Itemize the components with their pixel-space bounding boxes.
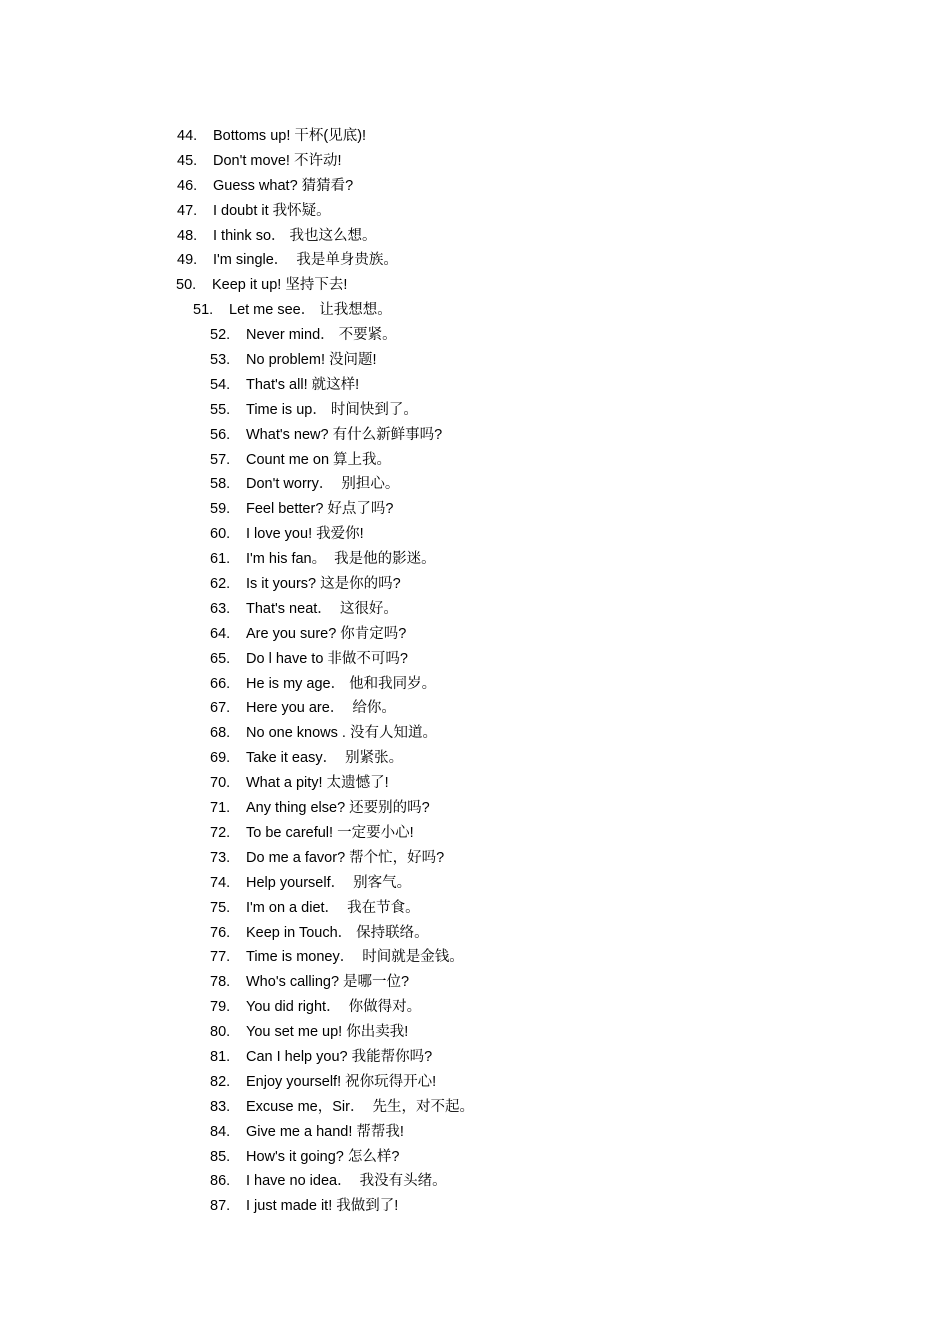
list-item-number: 85.: [210, 1148, 231, 1165]
list-item-number: 52.: [210, 327, 231, 344]
list-item: [0, 696, 950, 721]
list-item: [0, 174, 950, 199]
list-item: [0, 1194, 950, 1219]
list-item-number: 44.: [177, 128, 198, 144]
list-item-number: 68.: [210, 725, 231, 742]
list-item-number: 83.: [210, 1098, 231, 1115]
list-item: [0, 1145, 950, 1170]
list-item-text: Are you sure? 你肯定吗?: [246, 625, 407, 642]
list-item: [0, 771, 950, 796]
list-item-text: Who's calling? 是哪一位?: [246, 974, 410, 991]
list-item: [0, 1070, 950, 1095]
list-item-text: Time is up． 时间快到了。: [246, 401, 418, 418]
list-item-number: 70.: [210, 775, 231, 792]
list-item-number: 53.: [210, 352, 231, 369]
list-item: [0, 1045, 950, 1070]
list-item: [0, 1020, 950, 1045]
list-item: [0, 373, 950, 398]
list-item-text: Do l have to 非做不可吗?: [246, 650, 408, 667]
list-item-number: 51.: [193, 302, 214, 319]
list-item-number: 48.: [177, 227, 198, 244]
list-item: [0, 921, 950, 946]
list-item: [0, 672, 950, 697]
list-item-text: Bottoms up! 干杯(见底)!: [213, 128, 367, 144]
list-item: [0, 721, 950, 746]
list-item-text: No one knows . 没有人知道。: [246, 725, 437, 742]
list-item-text: I think so． 我也这么想。: [213, 227, 377, 244]
list-item-text: Excuse me，Sir． 先生，对不起。: [246, 1098, 474, 1115]
list-item-number: 78.: [210, 974, 231, 991]
list-item: [0, 1095, 950, 1120]
list-item: [0, 522, 950, 547]
list-item: [0, 871, 950, 896]
list-item: [0, 472, 950, 497]
list-item-number: 60.: [210, 526, 231, 543]
list-item-text: Keep it up! 坚持下去!: [212, 277, 348, 294]
list-item-text: Count me on 算上我。: [246, 451, 392, 468]
list-item-number: 46.: [177, 177, 198, 194]
list-item-number: 77.: [210, 949, 231, 966]
list-item-text: Any thing else? 还要别的吗?: [246, 800, 430, 817]
list-item-text: I just made it! 我做到了!: [246, 1198, 399, 1215]
list-item-number: 82.: [210, 1073, 231, 1090]
list-item: [0, 821, 950, 846]
list-item: [0, 448, 950, 473]
list-item: [0, 248, 950, 273]
list-item: [0, 323, 950, 348]
phrase-list: [0, 124, 950, 1219]
list-item-number: 73.: [210, 849, 231, 866]
list-item-number: 63.: [210, 600, 231, 617]
list-item: [0, 423, 950, 448]
list-item-number: 76.: [210, 924, 231, 941]
list-item: [0, 970, 950, 995]
list-item-number: 74.: [210, 874, 231, 891]
list-item: [0, 622, 950, 647]
list-item: [0, 547, 950, 572]
list-item-text: Is it yours? 这是你的吗?: [246, 576, 401, 593]
list-item-text: Time is money． 时间就是金钱。: [246, 949, 464, 966]
list-item-number: 54.: [210, 376, 231, 393]
list-item: [0, 995, 950, 1020]
list-item-text: I'm his fan。 我是他的影迷。: [246, 551, 436, 568]
list-item-number: 47.: [177, 202, 198, 219]
list-item-number: 58.: [210, 476, 231, 493]
list-item: [0, 224, 950, 249]
list-item-text: Help yourself． 别客气。: [246, 874, 412, 891]
list-item-number: 56.: [210, 426, 231, 443]
list-item: [0, 896, 950, 921]
list-item-number: 61.: [210, 551, 231, 568]
list-item-text: Let me see． 让我想想。: [229, 302, 392, 319]
list-item-number: 49.: [177, 252, 198, 269]
list-item-number: 59.: [210, 501, 231, 518]
list-item-number: 67.: [210, 700, 231, 717]
list-item-number: 86.: [210, 1173, 231, 1190]
list-item-number: 72.: [210, 824, 231, 841]
list-item-number: 75.: [210, 899, 231, 916]
list-item-text: I'm on a diet． 我在节食。: [246, 899, 420, 916]
list-item-text: I love you! 我爱你!: [246, 526, 364, 543]
list-item-text: That's all! 就这样!: [246, 376, 360, 393]
list-item: [0, 746, 950, 771]
list-item-number: 80.: [210, 1024, 231, 1041]
list-item: [0, 1169, 950, 1194]
list-item-number: 62.: [210, 576, 231, 593]
list-item-text: You did right． 你做得对。: [246, 999, 422, 1016]
list-item-number: 45.: [177, 152, 198, 169]
list-item-number: 66.: [210, 675, 231, 692]
list-item-text: You set me up! 你出卖我!: [246, 1024, 409, 1041]
list-item-text: What's new? 有什么新鲜事吗?: [246, 426, 443, 443]
list-item-number: 69.: [210, 750, 231, 767]
list-item: [0, 647, 950, 672]
list-item-number: 50.: [176, 277, 197, 294]
list-item-text: Don't worry． 别担心。: [246, 476, 400, 493]
list-item: [0, 398, 950, 423]
list-item-number: 71.: [210, 800, 231, 817]
list-item: [0, 298, 950, 323]
list-item-text: Feel better? 好点了吗?: [246, 501, 394, 518]
list-item-text: Take it easy． 别紧张。: [246, 750, 404, 767]
list-item-text: No problem! 没问题!: [246, 352, 377, 369]
list-item-text: I'm single． 我是单身贵族。: [213, 252, 398, 269]
list-item-text: Guess what? 猜猜看?: [213, 177, 354, 194]
list-item-number: 79.: [210, 999, 231, 1016]
list-item-text: How's it going? 怎么样?: [246, 1148, 400, 1165]
list-item-number: 57.: [210, 451, 231, 468]
list-item-text: To be careful! 一定要小心!: [246, 824, 414, 841]
list-item: [0, 572, 950, 597]
list-item-number: 65.: [210, 650, 231, 667]
list-item: [0, 597, 950, 622]
list-item: [0, 846, 950, 871]
list-item: [0, 796, 950, 821]
list-item-text: I doubt it 我怀疑。: [213, 202, 331, 219]
list-item: [0, 348, 950, 373]
list-item: [0, 199, 950, 224]
list-item-number: 81.: [210, 1048, 231, 1065]
list-item-text: Never mind． 不要紧。: [246, 327, 397, 344]
list-item-text: That's neat． 这很好。: [246, 600, 398, 617]
list-item: [0, 124, 950, 149]
list-item-text: Enjoy yourself! 祝你玩得开心!: [246, 1073, 437, 1090]
list-item-number: 55.: [210, 401, 231, 418]
list-item-text: He is my age． 他和我同岁。: [246, 675, 437, 692]
list-item: [0, 945, 950, 970]
list-item-text: Can I help you? 我能帮你吗?: [246, 1048, 433, 1065]
list-item-text: What a pity! 太遗憾了!: [246, 775, 389, 792]
list-item-text: I have no idea． 我没有头绪。: [246, 1173, 447, 1190]
list-item-number: 64.: [210, 625, 231, 642]
list-item-number: 87.: [210, 1198, 231, 1215]
list-item: [0, 149, 950, 174]
list-item-text: Here you are． 给你。: [246, 700, 396, 717]
list-item-text: Give me a hand! 帮帮我!: [246, 1123, 404, 1140]
list-item: [0, 273, 950, 298]
list-item-text: Do me a favor? 帮个忙，好吗?: [246, 849, 445, 866]
list-item: [0, 497, 950, 522]
list-item: [0, 1120, 950, 1145]
list-item-number: 84.: [210, 1123, 231, 1140]
list-item-text: Keep in Touch． 保持联络。: [246, 924, 429, 941]
list-item-text: Don't move! 不许动!: [213, 152, 342, 169]
